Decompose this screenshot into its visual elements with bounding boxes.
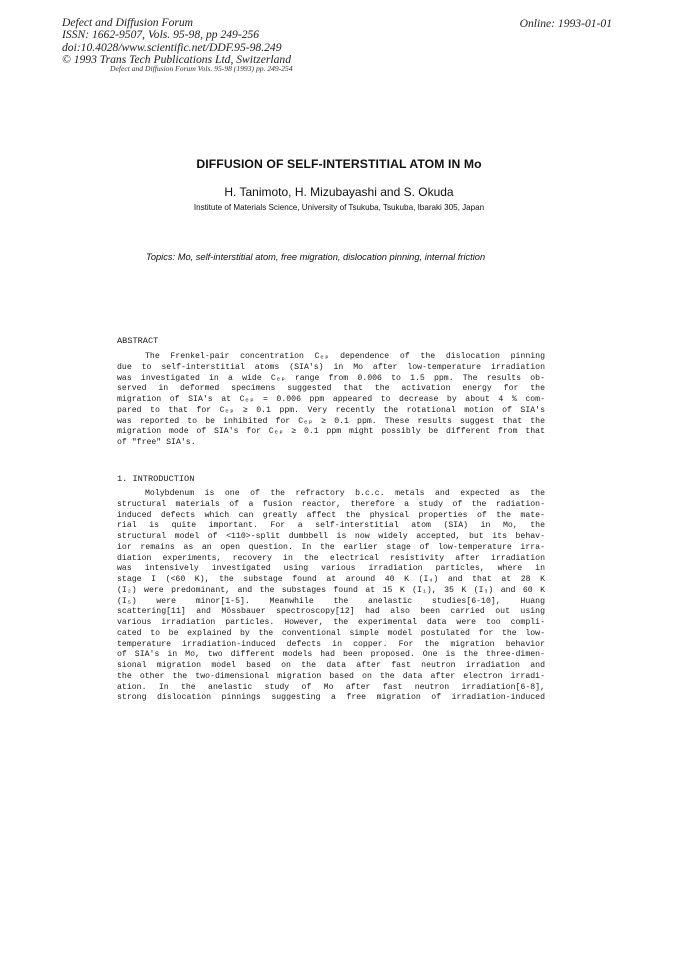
intro-line: stage I (<60 K), the substage found at around 40 K (I₄) and that at 28 K (117, 575, 545, 584)
intro-line: (I₂) were predominant, and the substages found at 15 K (I₁), 35 K (I₃) and 60 K (117, 585, 545, 595)
intro-line: induced defects which can greatly affect the physical properties of the mate- (117, 510, 545, 520)
intro-line: cated to be explained by the conventional simple model postulated for the low- (117, 628, 545, 638)
introduction-body (117, 489, 545, 704)
intro-line: (I₅) were minor[1-5]. Meanwhile the anelastic studies[6-10], Huang (117, 596, 545, 606)
intro-line: was intensively investigated using various irradiation particles, where in (117, 564, 545, 574)
intro-line: structural model of <110>-split dumbbell is now widely accepted, but its behav- (117, 532, 545, 541)
copyright-line: © 1993 Trans Tech Publications Ltd, Switzerland (62, 53, 292, 67)
intro-line: sional migration model based on the data after fast neutron irradiation and (117, 661, 545, 670)
intro-line: the other the two-dimensional migration based on the data after electron irradi- (117, 671, 545, 681)
intro-line: rial is quite important. For a self-interstitial atom (SIA) in Mo, the (117, 521, 545, 531)
intro-line: diation experiments, recovery in the electrical resistivity after irradiation (117, 553, 545, 563)
abstract-heading: ABSTRACT (117, 336, 159, 346)
introduction-heading: 1. INTRODUCTION (117, 474, 195, 484)
doi-link[interactable]: doi:10.4028/www.scientific.net/DDF.95-98.249 (62, 40, 282, 54)
abstract-line: pared to that for Cₑₚ ≥ 0.1 ppm. Very recently the rotational motion of SIA's (117, 405, 545, 415)
abstract-line: served in deformed specimens suggested that the activation energy for the (117, 384, 545, 394)
publication-header (62, 17, 291, 67)
intro-line: Molybdenum is one of the refractory b.c.c. metals and expected as the (145, 489, 545, 498)
intro-line: temperature irradiation-induced defects in copper. For the migration behavior (117, 639, 545, 649)
paper-authors: H. Tanimoto, H. Mizubayashi and S. Okuda (224, 185, 454, 199)
paper-title: DIFFUSION OF SELF-INTERSTITIAL ATOM IN Mo (196, 157, 482, 171)
journal-name: Defect and Diffusion Forum (62, 16, 194, 29)
intro-line: ior remains as an open question. In the earlier stage of low-temperature irra- (117, 542, 545, 552)
intro-line: various irradiation particles. However, the experimental data were too compli- (117, 618, 545, 627)
intro-line: strong dislocation pinnings suggesting a free migration of irradiation-induced (117, 693, 545, 703)
online-date: Online: 1993-01-01 (519, 17, 612, 30)
paper-affiliation: Institute of Materials Science, University of Tsukuba, Tsukuba, Ibaraki 305, Japan (193, 203, 485, 212)
abstract-line: was reported to be inhibited for Cₑₚ ≥ 0.1 ppm. These results suggest that the (117, 416, 545, 426)
abstract-line: migration mode of SIA's for Cₑₚ ≥ 0.1 ppm might possibly be different from that (117, 427, 545, 437)
intro-line: ation. In the anelastic study of Mo after fast neutron irradiation[6-8], (117, 682, 545, 692)
abstract-line: was investigated in a wide Cₑₚ range from 0.006 to 1.5 ppm. The results ob- (117, 373, 545, 383)
intro-line: scattering[11] and Mössbauer spectroscopy[12] had also been carried out using (117, 607, 545, 617)
scanned-running-header: Defect and Diffusion Forum Vols. 95-98 (1993) pp. 249-254 (110, 64, 293, 73)
abstract-line: due to self-interstitial atoms (SIA's) in Mo after low-temperature irradiation (117, 362, 545, 372)
issn-line: ISSN: 1662-9507, Vols. 95-98, pp 249-256 (62, 28, 260, 42)
abstract-body (117, 352, 545, 449)
abstract-line: The Frenkel-pair concentration Cₑₚ dependence of the dislocation pinning (145, 352, 545, 361)
abstract-line: migration of SIA's at Cₑₚ = 0.006 ppm appeared to decrease by about 4 % com- (117, 395, 545, 404)
paper-topics: Topics: Mo, self-interstitial atom, free migration, dislocation pinning, internal friction (146, 252, 486, 262)
intro-line: structural materials of a fusion reactor, therefore a study of the radiation- (117, 499, 545, 509)
intro-line: of SIA's in Mo, two different models had been proposed. One is the three-dimen- (117, 650, 545, 660)
abstract-line: of "free" SIA's. (117, 438, 196, 447)
